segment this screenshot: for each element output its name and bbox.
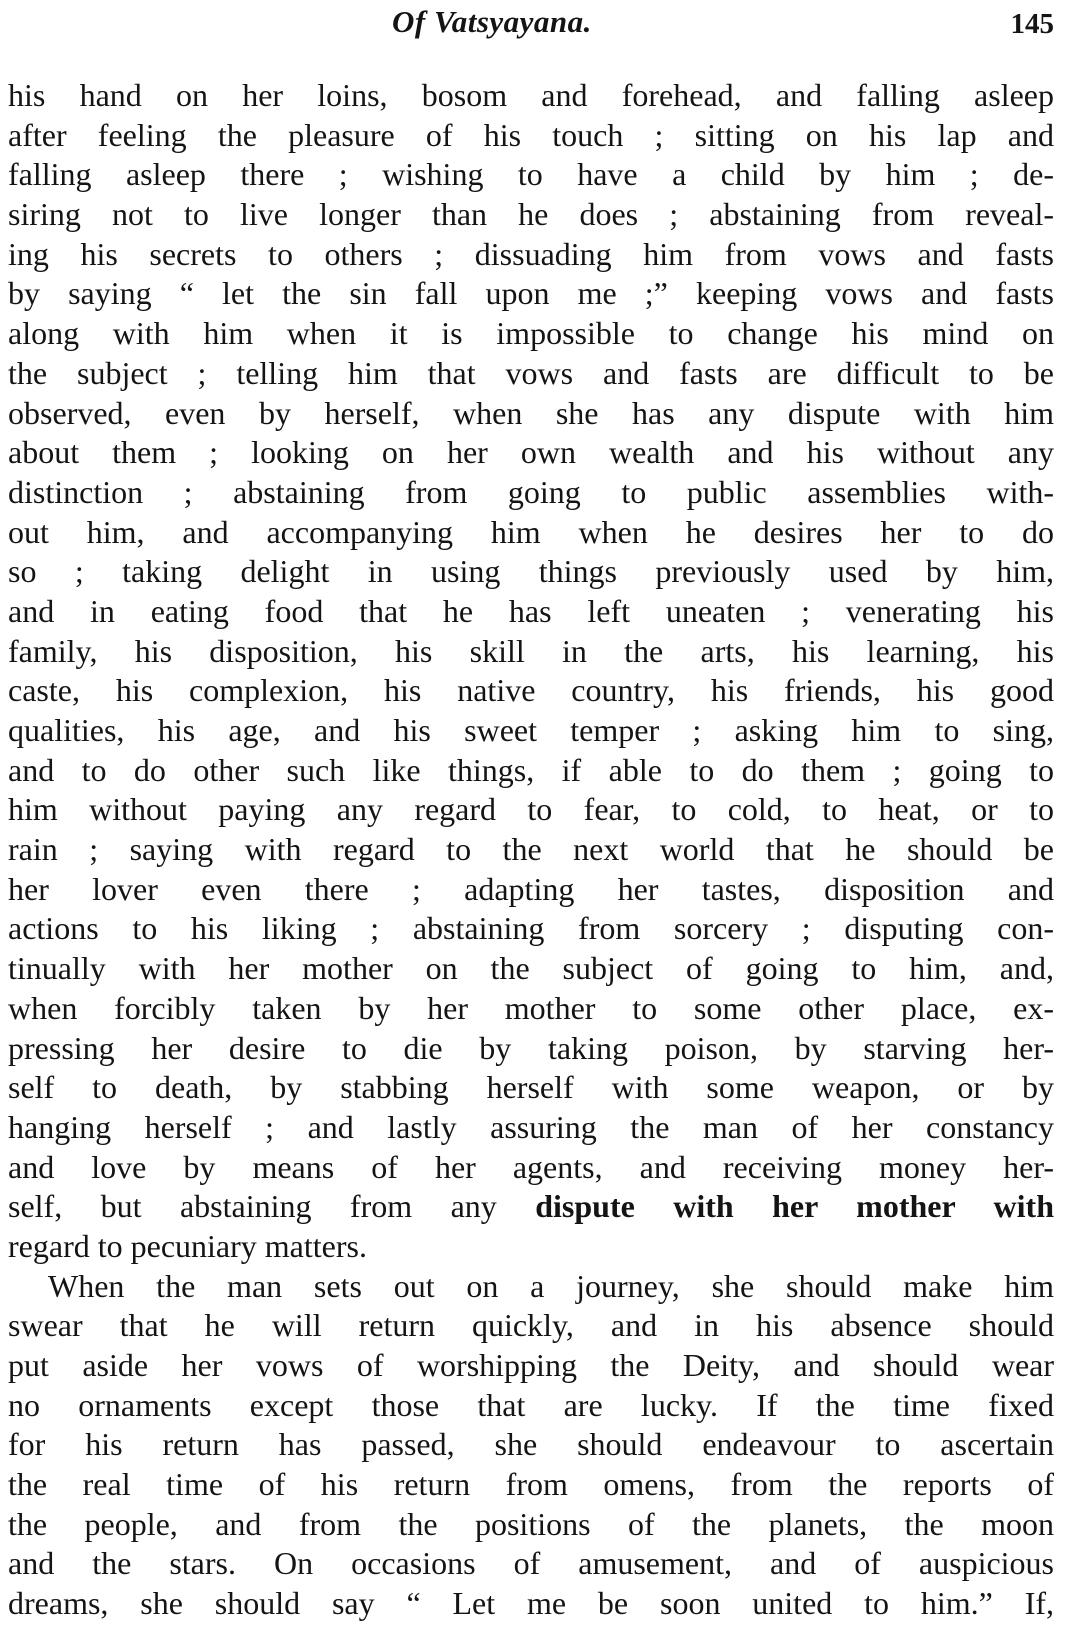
text-line: hanging herself ; and lastly assuring the man of her constancy [8,1108,1054,1145]
text-line: no ornaments except those that are lucky. If the time fixed [8,1386,1054,1423]
text-line: when forcibly taken by her mother to some other place, ex- [8,989,1054,1026]
paragraph-1 [8,76,1054,1267]
text-line: the real time of his return from omens, from the reports of [8,1466,1054,1503]
text-line: by saying “ let the sin fall upon me ;” keeping vows and fasts [8,275,1054,312]
text-line: self to death, by stabbing herself with some weapon, or by [8,1069,1054,1106]
text-line: and the stars. On occasions of amusement, and of auspicious [8,1545,1054,1582]
text-line: swear that he will return quickly, and in his absence should [8,1307,1054,1344]
text-line: about them ; looking on her own wealth and his without any [8,434,1054,471]
text-line: so ; taking delight in using things previously used by him, [8,553,1054,590]
text-line: put aside her vows of worshipping the Deity, and should wear [8,1347,1054,1383]
text-line: the people, and from the positions of the planets, the moon [8,1505,1054,1542]
text-line: pressing her desire to die by taking poison, by starving her- [8,1029,1054,1066]
text-line: rain ; saying with regard to the next world that he should be [8,831,1054,868]
text-line: actions to his liking ; abstaining from sorcery ; disputing con- [8,910,1054,947]
text-line: qualities, his age, and his sweet temper ; asking him to sing, [8,712,1054,748]
text-line: and in eating food that he has left uneaten ; venerating his [8,592,1054,629]
text-line-last: regard to pecuniary matters. [8,1227,367,1264]
text-line: observed, even by herself, when she has any dispute with him [8,394,1054,431]
text-line: him without paying any regard to fear, to cold, to heat, or to [8,791,1054,828]
text-line: distinction ; abstaining from going to public assemblies with- [8,473,1054,510]
text-segment: self, but abstaining from any [8,1188,536,1225]
body-text [8,76,1054,1624]
text-line: falling asleep there ; wishing to have a child by him ; de- [8,156,1054,193]
text-line: after feeling the pleasure of his touch ; sitting on his lap and [8,116,1054,153]
text-line: her lover even there ; adapting her tastes, disposition and [8,870,1054,907]
running-head [0,2,1068,42]
text-line: out him, and accompanying him when he desires her to do [8,513,1054,550]
text-line: and to do other such like things, if able to do them ; going to [8,751,1054,788]
text-line: along with him when it is impossible to change his mind on [8,315,1054,352]
text-line: for his return has passed, she should endeavour to ascertain [8,1426,1054,1463]
running-title: Of Vatsyayana. [392,4,592,39]
text-line-mixed [8,1187,1054,1227]
text-line: ing his secrets to others ; dissuading him from vows and fasts [8,235,1054,272]
text-line: tinually with her mother on the subject of going to him, and, [8,950,1054,987]
paragraph-2 [8,1267,1054,1624]
text-line: family, his disposition, his skill in the arts, his learning, his [8,632,1054,669]
text-line: the subject ; telling him that vows and fasts are difficult to be [8,354,1054,391]
text-line: dreams, she should say “ Let me be soon united to him.” If, [8,1585,1054,1622]
text-line: his hand on her loins, bosom and forehead, and falling asleep [8,77,1054,113]
text-line: siring not to live longer than he does ; abstaining from reveal- [8,196,1054,233]
page-number: 145 [1010,8,1054,40]
text-line: and love by means of her agents, and receiving money her- [8,1148,1054,1185]
text-line-first: When the man sets out on a journey, she should make him [48,1267,1054,1304]
bold-text-segment: dispute with her mother with [535,1188,1054,1225]
text-line: caste, his complexion, his native country, his friends, his good [8,672,1054,709]
